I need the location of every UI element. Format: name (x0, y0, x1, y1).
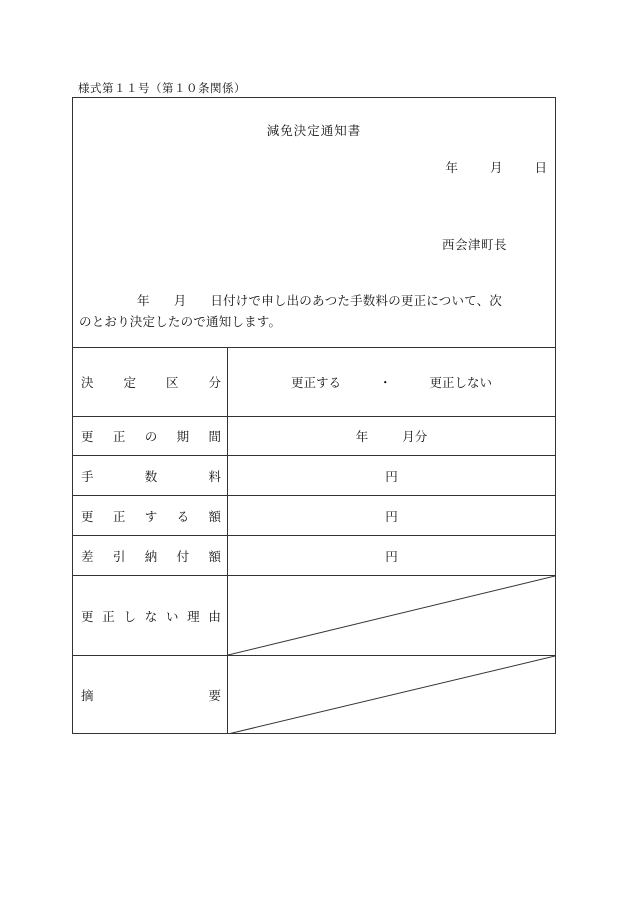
remarks-row (73, 655, 555, 733)
date-day-label: 日 (534, 160, 547, 175)
balance-row (73, 535, 555, 575)
label-char: い (165, 608, 179, 624)
label-char: 間 (208, 429, 221, 444)
label-char: 更 (81, 608, 94, 624)
option-no-correct[interactable]: 更正しない (429, 375, 493, 390)
body-month: 月 (173, 293, 187, 308)
remarks-label (73, 656, 228, 733)
correction-amount-unit: 円 (385, 508, 398, 524)
period-year: 年 (355, 429, 369, 444)
date-month-label: 月 (489, 160, 503, 175)
fee-value[interactable] (228, 456, 555, 495)
form-number: 様式第１１号（第１０条関係） (78, 81, 246, 95)
label-char: 引 (112, 548, 126, 564)
reason-row (73, 575, 555, 655)
issue-date (445, 158, 547, 176)
date-year-label: 年 (445, 160, 458, 175)
label-char: 料 (208, 468, 221, 484)
decision-row (73, 347, 555, 416)
diagonal-strike (228, 576, 555, 655)
balance-label (73, 536, 228, 575)
label-char: 期 (176, 429, 190, 444)
remarks-value[interactable] (228, 656, 555, 733)
balance-value[interactable] (228, 536, 555, 575)
body-year: 年 (137, 293, 150, 308)
label-char: 分 (208, 375, 221, 390)
correction-amount-value[interactable] (228, 496, 555, 535)
label-char: 額 (208, 508, 221, 524)
correction-amount-row (73, 495, 555, 535)
label-char: 正 (102, 608, 115, 624)
label-char: 手 (81, 468, 94, 484)
label-char: 正 (112, 508, 126, 524)
period-row (73, 416, 555, 455)
reason-label (73, 576, 228, 655)
label-char: 由 (208, 608, 221, 624)
fee-unit: 円 (385, 468, 398, 484)
label-char: な (144, 608, 158, 624)
label-char: 理 (187, 608, 200, 624)
label-char: 決 (81, 375, 94, 390)
label-char: 数 (144, 468, 158, 484)
body-line2: のとおり決定したので通知します。 (79, 314, 282, 329)
label-char: す (144, 508, 158, 524)
fee-label (73, 456, 228, 495)
period-month: 月分 (402, 429, 428, 444)
decision-value (228, 348, 555, 416)
body-line1: 日付けで申し出のあつた手数料の更正について、次 (210, 293, 503, 308)
label-char: 区 (165, 375, 179, 390)
label-char: る (176, 508, 190, 524)
label-char: 要 (208, 687, 221, 703)
label-char: 差 (81, 548, 94, 564)
label-char: 摘 (81, 687, 94, 703)
issuer-name: 西会津町長 (441, 237, 507, 252)
label-char: し (123, 608, 136, 624)
label-char: 更 (81, 508, 94, 524)
form-title: 減免決定通知書 (266, 123, 362, 138)
notice-form (72, 97, 556, 734)
balance-unit: 円 (385, 548, 398, 564)
decision-label (73, 348, 228, 416)
option-correct[interactable]: 更正する (290, 375, 341, 390)
option-separator: ・ (378, 375, 392, 390)
notice-body (79, 290, 551, 332)
period-value[interactable] (228, 417, 555, 455)
period-label (73, 417, 228, 455)
label-char: 定 (123, 375, 136, 390)
label-char: 更 (81, 429, 94, 444)
label-char: 正 (112, 429, 126, 444)
label-char: の (144, 429, 158, 444)
label-char: 額 (208, 548, 221, 564)
label-char: 付 (176, 548, 190, 564)
label-char: 納 (144, 548, 158, 564)
form-header (73, 98, 555, 347)
reason-value[interactable] (228, 576, 555, 655)
diagonal-strike (228, 656, 555, 734)
fee-row (73, 455, 555, 495)
correction-amount-label (73, 496, 228, 535)
